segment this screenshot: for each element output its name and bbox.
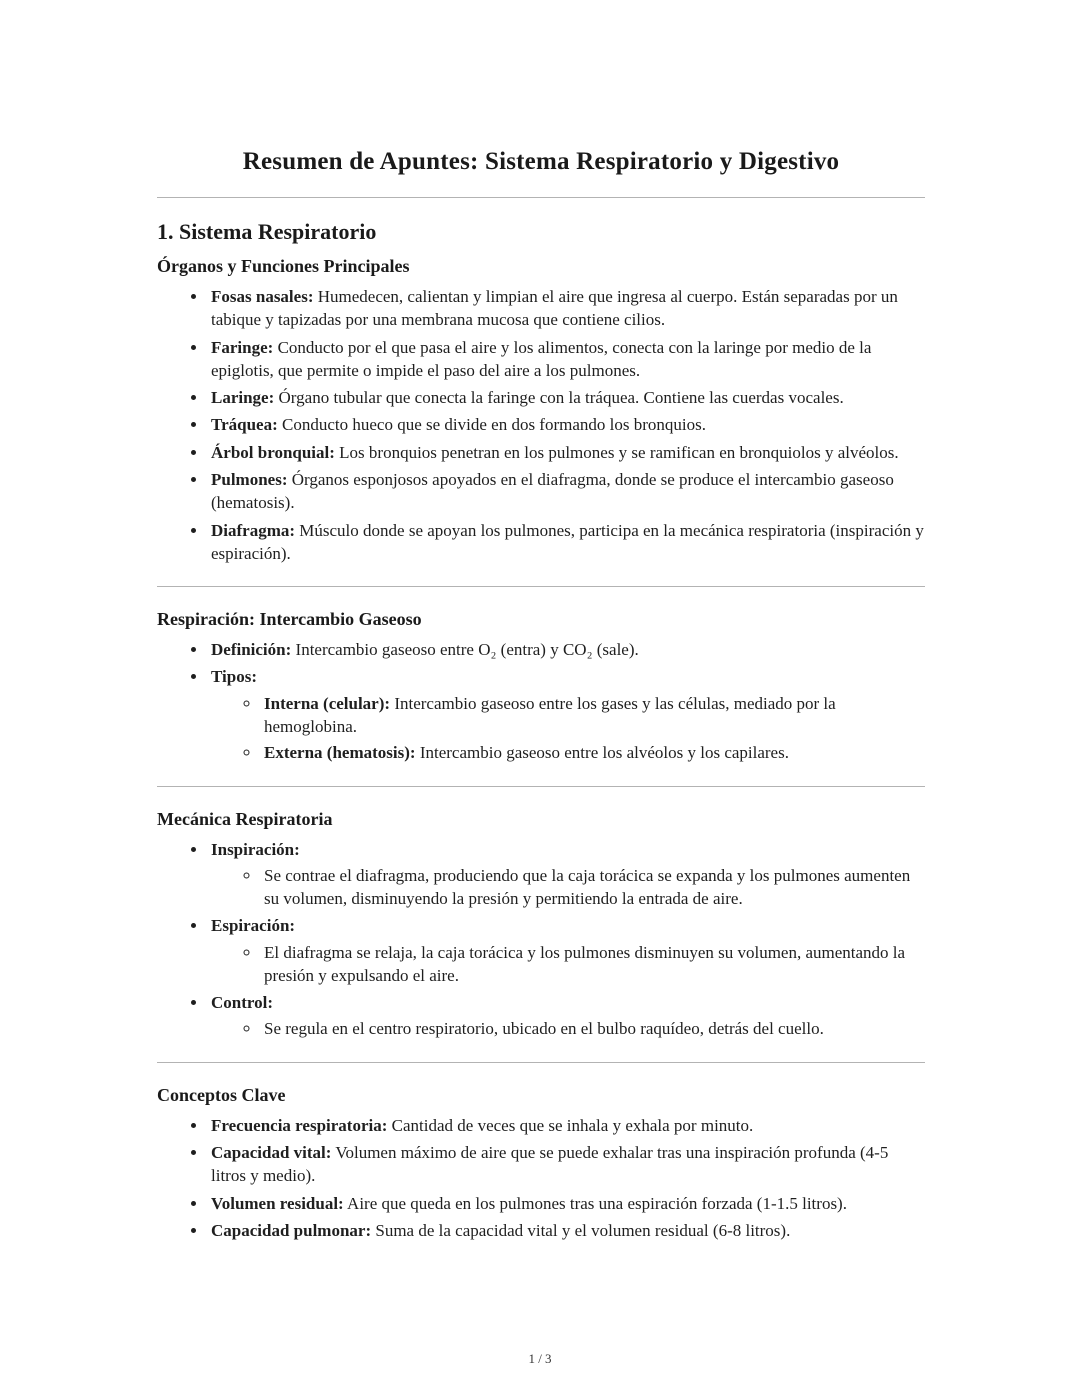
list-item xyxy=(208,1219,925,1242)
sub-bullet-list xyxy=(211,864,925,911)
list-item xyxy=(208,336,925,383)
section-divider xyxy=(157,197,925,198)
list-item xyxy=(208,386,925,409)
item-text: Se regula en el centro respiratorio, ubicado en el bulbo raquídeo, detrás del cuello. xyxy=(264,1019,824,1039)
item-term: Control: xyxy=(211,993,274,1013)
list-item xyxy=(208,468,925,515)
sub-list-item xyxy=(261,692,925,739)
sub-list-item xyxy=(261,864,925,911)
sub-bullet-list xyxy=(211,692,925,765)
item-term: Externa (hematosis): xyxy=(264,743,416,763)
item-text: Intercambio gaseoso entre O₂ (entra) y CO₂ (sale). xyxy=(295,640,639,660)
item-term: Tipos: xyxy=(211,667,257,687)
list-item xyxy=(208,991,925,1041)
sub-list-item xyxy=(261,741,925,764)
item-term: Espiración: xyxy=(211,916,296,936)
sub-heading: Órganos y Funciones Principales xyxy=(157,256,410,276)
item-text: Volumen máximo de aire que se puede exhalar tras una inspiración profunda (4-5 litros y medio). xyxy=(211,1143,889,1186)
sub-bullet-list xyxy=(211,1017,925,1040)
list-item xyxy=(208,1192,925,1215)
sub-bullet-list xyxy=(211,941,925,988)
item-text: Suma de la capacidad vital y el volumen residual (6-8 litros). xyxy=(375,1220,791,1240)
item-term: Laringe: xyxy=(211,388,275,408)
section-divider xyxy=(157,786,925,787)
list-item xyxy=(208,519,925,566)
section-divider xyxy=(157,1062,925,1063)
item-text: Los bronquios penetran en los pulmones y se ramifican en bronquiolos y alvéolos. xyxy=(339,442,899,462)
item-term: Definición: xyxy=(211,640,292,660)
sub-list-item xyxy=(261,1017,925,1040)
item-text: Humedecen, calientan y limpian el aire que ingresa al cuerpo. Están separadas por un tabique y tapizadas por una membrana mucosa que contiene cilios. xyxy=(211,287,898,330)
item-term: Faringe: xyxy=(211,337,274,357)
page-number: 1 / 3 xyxy=(528,1351,552,1366)
item-term: Árbol bronquial: xyxy=(211,442,335,462)
item-term: Interna (celular): xyxy=(264,693,391,713)
list-item xyxy=(208,665,925,764)
item-term: Fosas nasales: xyxy=(211,287,314,306)
item-text: Conducto hueco que se divide en dos formando los bronquios. xyxy=(282,415,706,435)
sub-heading: Respiración: Intercambio Gaseoso xyxy=(157,609,422,630)
list-item xyxy=(208,285,925,332)
section-conceptos-clave xyxy=(157,1085,925,1242)
item-term: Capacidad vital: xyxy=(211,1143,332,1163)
item-text: Órgano tubular que conecta la faringe con la tráquea. Contiene las cuerdas vocales. xyxy=(278,388,844,408)
item-text: Conducto por el que pasa el aire y los alimentos, conecta con la laringe por medio de la epiglotis, que permite o impide el paso del aire a los pulmones. xyxy=(211,337,872,380)
bullet-list xyxy=(157,838,925,1041)
bullet-list xyxy=(157,1114,925,1242)
item-term: Capacidad pulmonar: xyxy=(211,1220,372,1240)
list-item xyxy=(208,1141,925,1188)
item-term: Tráquea: xyxy=(211,415,278,435)
list-item xyxy=(208,1114,925,1137)
bullet-list xyxy=(157,638,925,764)
item-text: Cantidad de veces que se inhala y exhala por minuto. xyxy=(391,1115,754,1135)
list-item xyxy=(208,838,925,911)
item-text: Órganos esponjosos apoyados en el diafragma, donde se produce el intercambio gaseoso (hematosis). xyxy=(211,469,894,513)
document-page xyxy=(157,148,925,1242)
item-term: Pulmones: xyxy=(211,469,288,489)
section-heading: 1. Sistema Respiratorio xyxy=(157,219,377,244)
item-term: Frecuencia respiratoria: xyxy=(211,1115,388,1135)
item-term: Inspiración: xyxy=(211,839,300,859)
list-item xyxy=(208,441,925,464)
page-title: Resumen de Apuntes: Sistema Respiratorio y Digestivo xyxy=(242,148,840,175)
item-text: Intercambio gaseoso entre los alvéolos y los capilares. xyxy=(419,743,789,763)
item-text: El diafragma se relaja, la caja torácica y los pulmones disminuyen su volumen, aumentando la presión y expulsando el aire. xyxy=(264,942,906,985)
sub-heading: Conceptos Clave xyxy=(157,1084,286,1105)
list-item xyxy=(208,914,925,987)
sub-list-item xyxy=(261,941,925,988)
item-term: Volumen residual: xyxy=(211,1193,344,1213)
section-intercambio-gaseoso xyxy=(157,609,925,764)
bullet-list xyxy=(157,285,925,565)
item-text: Intercambio gaseoso entre los gases y las células, mediado por la hemoglobina. xyxy=(264,693,836,736)
list-item xyxy=(208,413,925,436)
item-text: Se contrae el diafragma, produciendo que la caja torácica se expanda y los pulmones aumenten su volumen, disminuyendo la presión y permitiendo la entrada de aire. xyxy=(264,865,911,909)
section-divider xyxy=(157,586,925,587)
list-item xyxy=(208,638,925,661)
section-organos-funciones xyxy=(157,219,925,565)
item-text: Aire que queda en los pulmones tras una espiración forzada (1-1.5 litros). xyxy=(347,1193,847,1213)
item-term: Diafragma: xyxy=(211,520,296,540)
section-mecanica-respiratoria xyxy=(157,809,925,1041)
sub-heading: Mecánica Respiratoria xyxy=(157,808,333,829)
item-text: Músculo donde se apoyan los pulmones, participa en la mecánica respiratoria (inspiración y espiración). xyxy=(211,520,924,563)
